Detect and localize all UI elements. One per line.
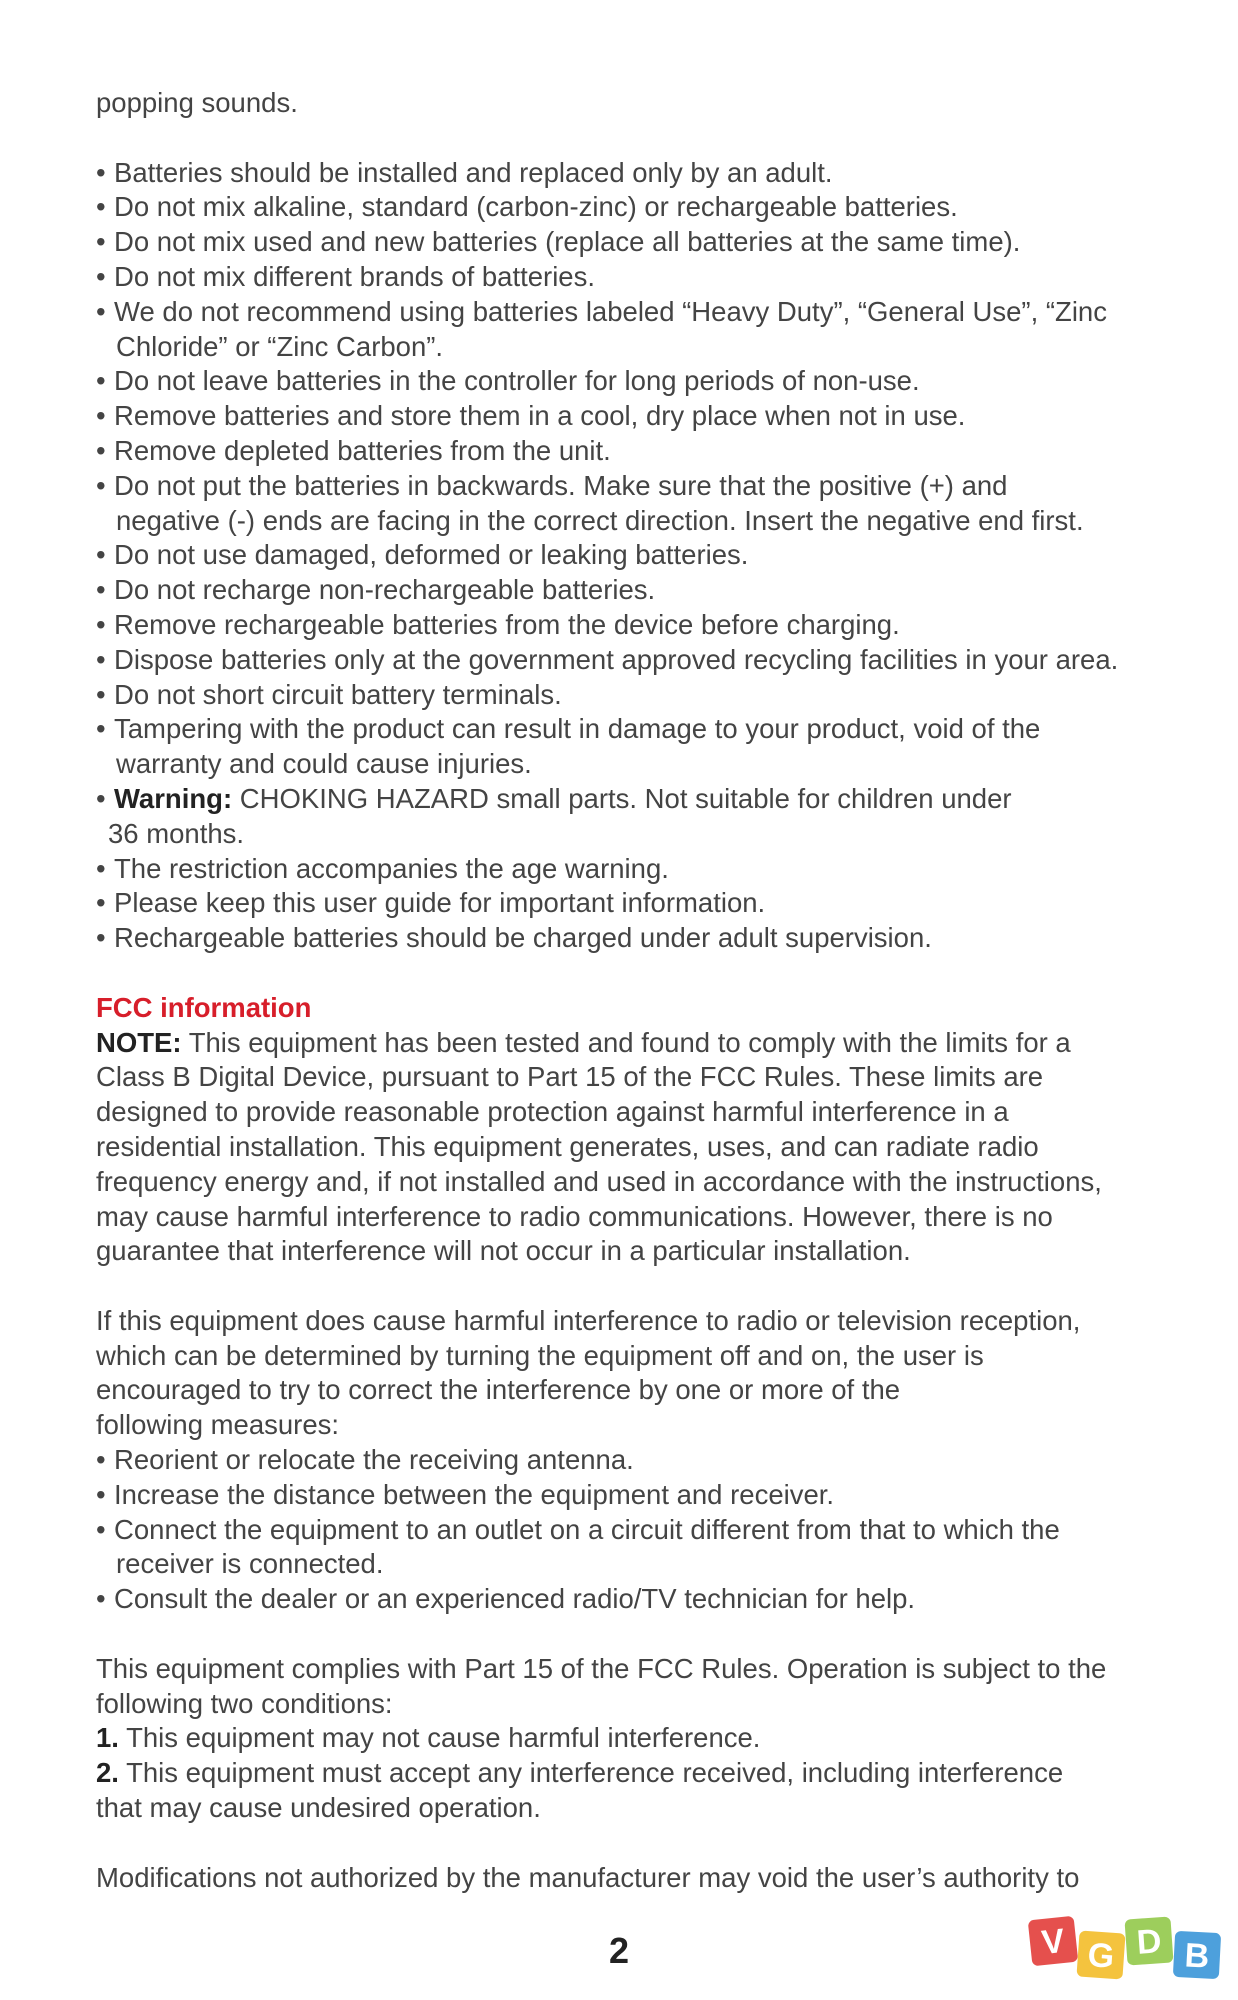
fcc-note <box>96 1026 1146 1270</box>
note-line: residential installation. This equipment generates, uses, and can radiate radio <box>96 1130 1039 1162</box>
list-item <box>96 295 1146 365</box>
bullet-text: Batteries should be installed and replaced only by an adult. <box>114 156 833 188</box>
list-item: • The restriction accompanies the age warning. <box>96 852 1146 887</box>
paragraph-line: encouraged to try to correct the interference by one or more of the <box>96 1374 901 1406</box>
warning-cont: 36 months. <box>108 817 245 849</box>
list-item <box>96 573 1146 608</box>
bullet-text: Do not leave batteries in the controller for long periods of non-use. <box>114 365 920 397</box>
bullet-text: Remove depleted batteries from the unit. <box>114 434 611 466</box>
note-line: This equipment has been tested and found to comply with the limits for a <box>181 1026 1071 1058</box>
list-item <box>96 399 1146 434</box>
list-item <box>96 260 1146 295</box>
list-item <box>96 1478 1146 1513</box>
paragraph-line: following measures: <box>96 1409 340 1441</box>
bullet-text: Do not mix used and new batteries (replace all batteries at the same time). <box>114 226 1021 258</box>
bullet-text: warranty and could cause injuries. <box>116 748 532 780</box>
battery-safety-list-tail <box>96 852 1146 956</box>
warning-bullet <box>96 782 1146 852</box>
watermark-letter: B <box>1183 1936 1211 1976</box>
conditions-list <box>96 1721 1146 1825</box>
bullet-text: We do not recommend using batteries labeled “Heavy Duty”, “General Use”, “Zinc <box>114 295 1107 327</box>
list-item <box>96 225 1146 260</box>
watermark-tile <box>1028 1916 1079 1967</box>
note-line: may cause harmful interference to radio communications. However, there is no <box>96 1200 1053 1232</box>
bullet-text: Dispose batteries only at the government approved recycling facilities in your area. <box>114 643 1119 675</box>
note-line: frequency energy and, if not installed and used in accordance with the instructions, <box>96 1165 1102 1197</box>
list-item: • Please keep this user guide for important information. <box>96 886 1146 921</box>
list-item <box>96 678 1146 713</box>
warning-label: Warning: <box>114 782 233 814</box>
condition-number: 1. <box>96 1722 119 1754</box>
bullet-text: receiver is connected. <box>116 1548 384 1580</box>
note-line: designed to provide reasonable protection against harmful interference in a <box>96 1096 1009 1128</box>
watermark-letter: G <box>1086 1936 1116 1976</box>
paragraph-line: This equipment complies with Part 15 of the FCC Rules. Operation is subject to the <box>96 1652 1107 1684</box>
measures-list <box>96 1443 1146 1617</box>
bullet-text: Reorient or relocate the receiving antenna. <box>114 1444 634 1476</box>
watermark-tile <box>1173 1931 1221 1979</box>
list-item <box>96 1443 1146 1478</box>
list-item <box>96 1513 1146 1583</box>
bullet-text: Remove batteries and store them in a cool, dry place when not in use. <box>114 400 966 432</box>
bullet-text: Do not mix alkaline, standard (carbon-zinc) or rechargeable batteries. <box>114 191 958 223</box>
bullet-text: Increase the distance between the equipment and receiver. <box>114 1478 835 1510</box>
battery-safety-list <box>96 156 1146 782</box>
list-item <box>96 538 1146 573</box>
note-label: NOTE: <box>96 1026 182 1058</box>
list-item: • Rechargeable batteries should be charged under adult supervision. <box>96 921 1146 956</box>
list-item <box>96 608 1146 643</box>
bullet-text: Remove rechargeable batteries from the device before charging. <box>114 608 900 640</box>
paragraph-line: If this equipment does cause harmful interference to radio or television reception, <box>96 1304 1081 1336</box>
bullet-text: Tampering with the product can result in damage to your product, void of the <box>114 713 1041 745</box>
list-item <box>96 364 1146 399</box>
bullet-text: Do not use damaged, deformed or leaking batteries. <box>114 539 749 571</box>
paragraph-line: following two conditions: <box>96 1687 393 1719</box>
bullet-text: Do not put the batteries in backwards. Make sure that the positive (+) and <box>114 469 1008 501</box>
page-number: 2 <box>608 1930 630 1971</box>
watermark-letter: V <box>1039 1921 1067 1963</box>
bullet-text: Chloride” or “Zinc Carbon”. <box>116 330 444 362</box>
fcc-heading: FCC information <box>96 991 312 1023</box>
condition-item <box>96 1756 1146 1826</box>
bullet-text: negative (-) ends are facing in the correct direction. Insert the negative end first. <box>116 504 1084 536</box>
measures-intro <box>96 1304 1146 1443</box>
warning-text: CHOKING HAZARD small parts. Not suitable for children under <box>232 782 1012 814</box>
condition-text: This equipment must accept any interference received, including interference <box>118 1757 1064 1789</box>
paragraph-line: which can be determined by turning the equipment off and on, the user is <box>96 1339 984 1371</box>
document-page <box>96 86 1146 1895</box>
modifications-line: Modifications not authorized by the manufacturer may void the user’s authority to <box>96 1861 1080 1893</box>
watermark-tile <box>1124 1916 1173 1965</box>
list-item <box>96 156 1146 191</box>
watermark-tile <box>1076 1930 1125 1979</box>
condition-text: that may cause undesired operation. <box>96 1792 541 1824</box>
vgdb-watermark-logo <box>1026 1914 1226 1994</box>
bullet-text: Consult the dealer or an experienced radio/TV technician for help. <box>114 1583 916 1615</box>
list-item <box>96 434 1146 469</box>
bullet-text: Do not short circuit battery terminals. <box>114 678 562 710</box>
condition-text: This equipment may not cause harmful interference. <box>118 1722 761 1754</box>
bullet-text: Connect the equipment to an outlet on a circuit different from that to which the <box>114 1513 1060 1545</box>
list-item <box>96 190 1146 225</box>
intro-line: popping sounds. <box>96 87 298 118</box>
bullet-text: Do not recharge non-rechargeable batteries. <box>114 574 656 606</box>
watermark-letter: D <box>1135 1922 1163 1962</box>
list-item <box>96 1582 1146 1617</box>
note-line: guarantee that interference will not occur in a particular installation. <box>96 1235 911 1267</box>
list-item <box>96 469 1146 539</box>
note-line: Class B Digital Device, pursuant to Part 15 of the FCC Rules. These limits are <box>96 1061 1044 1093</box>
list-item <box>96 643 1146 678</box>
list-item <box>96 712 1146 782</box>
compliance-paragraph <box>96 1652 1146 1722</box>
condition-number: 2. <box>96 1757 119 1789</box>
bullet-text: Do not mix different brands of batteries. <box>114 260 595 292</box>
condition-item <box>96 1721 1146 1756</box>
